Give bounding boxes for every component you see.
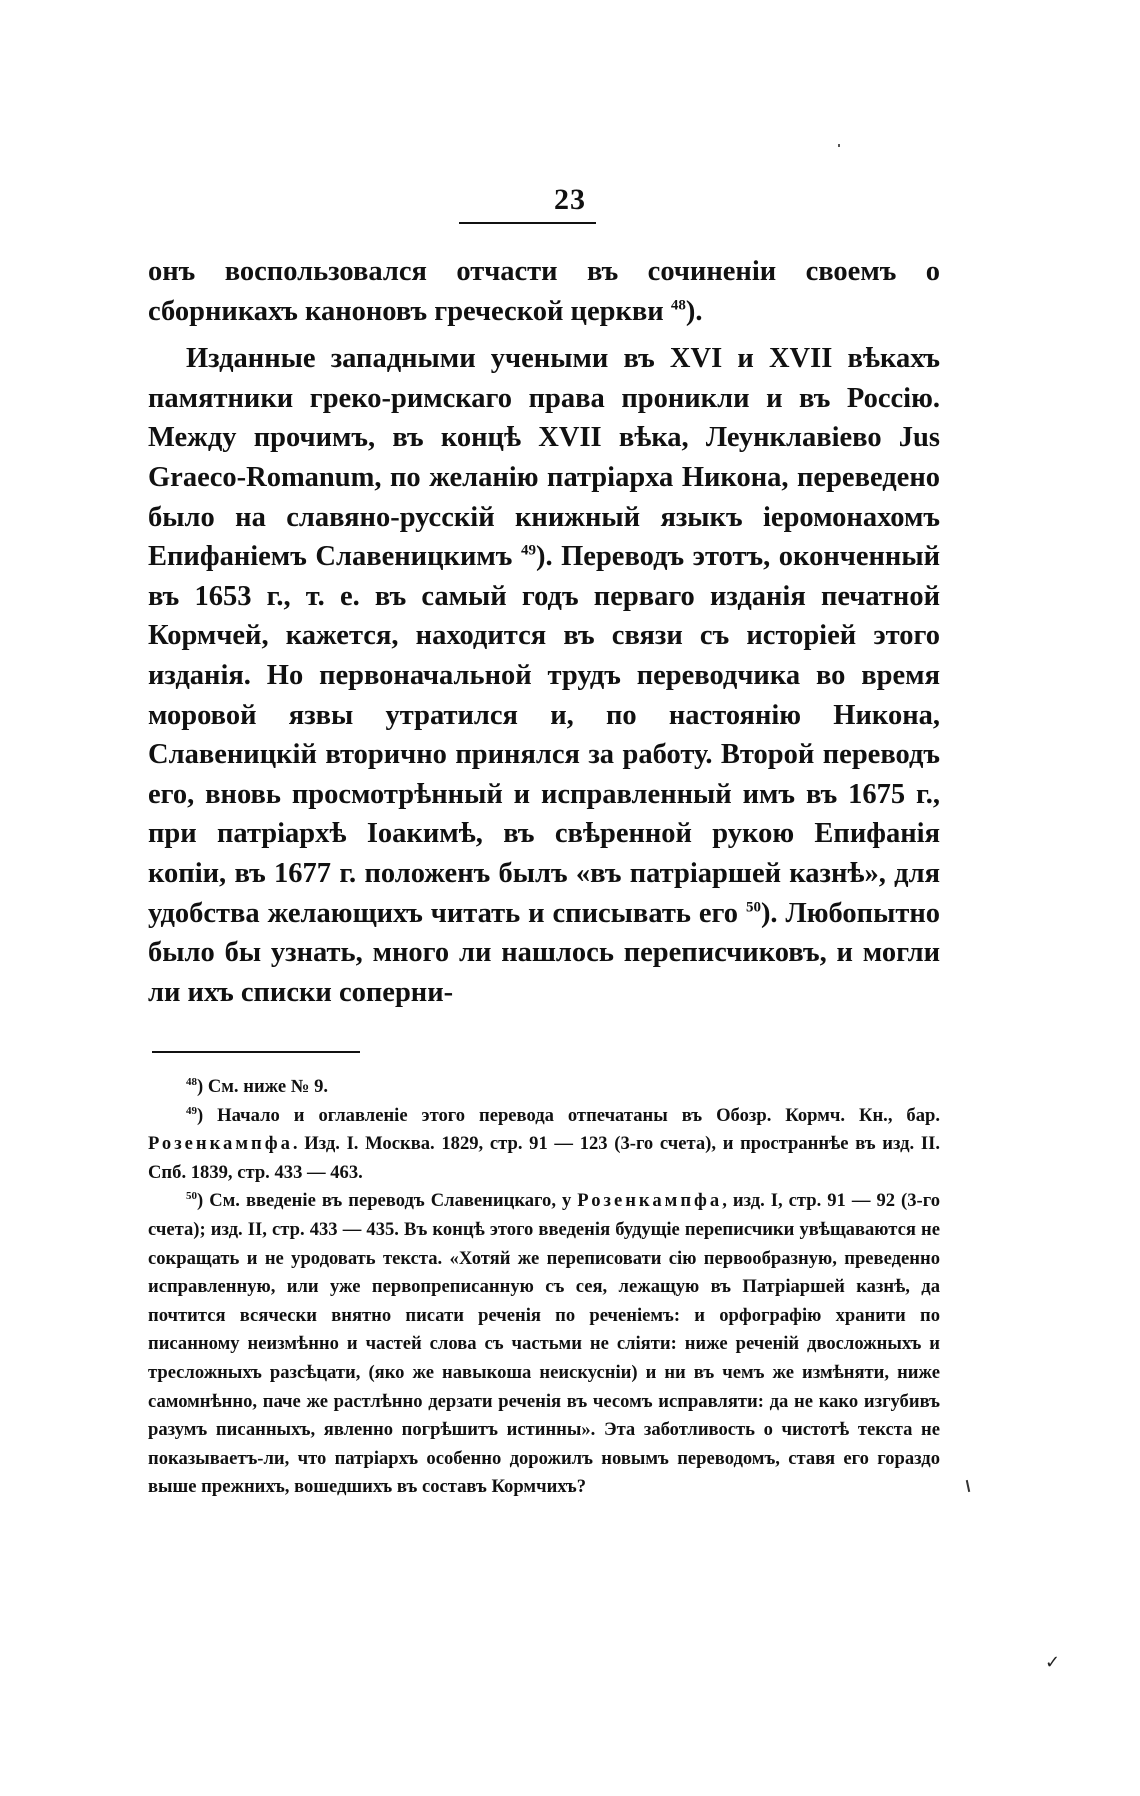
page-number: 23 bbox=[554, 183, 586, 216]
stray-ink-mark-corner: ✓ bbox=[1045, 1652, 1061, 1673]
paragraph-continuation-end: ). bbox=[685, 295, 703, 327]
main-text bbox=[148, 252, 940, 1012]
footnote-48 bbox=[148, 1073, 940, 1102]
paragraph-continuation bbox=[148, 252, 940, 331]
paragraph-translation-part-c: ). Любопытно было бы узнать, много ли нашлось переписчиковъ, и могли ли ихъ списки соперни- bbox=[148, 897, 940, 1008]
stray-ink-dot bbox=[838, 144, 840, 147]
footnote-49-mark: 49 bbox=[186, 1104, 197, 1117]
footnote-ref-49: 49 bbox=[520, 542, 536, 559]
footnote-ref-48: 48 bbox=[670, 297, 686, 314]
footnote-50-text-b: , изд. I, стр. 91 — 92 (3-го счета); изд. II, стр. 433 — 435. Въ концѣ этого введенія будущіе переписчики увѣщаваются не сокращать и не уродовать текста. «Хотяй же переписовати сію первообразную, преведенно исправленную, или уже первопреписанную съ сея, лежащую въ Патріаршей казнѣ, да почтится всячески внятно писати реченія по реченіемъ: и орфографію хранити по писанному неизмѣнно и частей слова съ частьми не сліяти: ниже реченій двосложныхъ и тресложныхъ разсѣцати, (яко же навыкоша неискусніи) и ни въ чемъ же измѣняти, ниже самомнѣнно, паче же растлѣнно дерзати реченія въ чесомъ исправляти: да не како изгубивъ разумъ писанныхъ, явленно погрѣшитъ истинны». Эта заботливость о чистотѣ текста не показываетъ-ли, что патріархъ особенно дорожилъ новымъ переводомъ, ставя его гораздо выше прежнихъ, вошедшихъ въ составъ Кормчихъ? bbox=[148, 1190, 940, 1498]
footnote-49-text-b: . Изд. I. Москва. 1829, стр. 91 — 123 (3-го счета), и пространнѣе въ изд. II. Спб. 1839, стр. 433 — 463. bbox=[148, 1133, 940, 1183]
header-rule bbox=[459, 222, 596, 224]
paragraph-translation bbox=[148, 339, 940, 1012]
stray-ink-mark bbox=[966, 1480, 970, 1492]
footnote-48-mark: 48 bbox=[186, 1075, 197, 1088]
footnotes bbox=[148, 1073, 940, 1502]
footnote-49-name: Розенкампфа bbox=[148, 1133, 293, 1155]
paragraph-translation-part-a: Изданные западными учеными въ XVI и XVII вѣкахъ памятники греко-римскаго права проникли и въ Россію. Между прочимъ, въ концѣ XVII вѣка, Леунклавіево Jus Graeco-Romanum, по желанію патріарха Никона, переведено было на славяно-русскій книжный языкъ іеромонахомъ Епифаніемъ Славеницкимъ bbox=[148, 343, 940, 573]
footnote-rule bbox=[152, 1051, 360, 1053]
footnote-50-mark: 50 bbox=[186, 1190, 197, 1203]
footnote-50-name: Розенкампфа bbox=[577, 1190, 723, 1212]
paragraph-continuation-text: онъ воспользовался отчасти въ сочиненіи своемъ о сборникахъ каноновъ греческой церкви bbox=[148, 256, 940, 327]
footnote-48-text: ) См. ниже № 9. bbox=[197, 1076, 329, 1097]
footnote-50 bbox=[148, 1187, 940, 1502]
footnote-50-text-a: ) См. введеніе въ переводъ Славеницкаго, у bbox=[197, 1190, 572, 1212]
paragraph-translation-part-b: ). Переводъ этотъ, оконченный въ 1653 г., т. е. въ самый годъ перваго изданія печатной Кормчей, кажется, находится въ связи съ исторіей этого изданія. Но первоначальной трудъ переводчика во время моровой язвы утратился и, по настоянію Никона, Славеницкій вторично принялся за работу. Второй переводъ его, вновь просмотрѣнный и исправленный имъ въ 1675 г., при патріархѣ Іоакимѣ, въ свѣренной рукою Епифанія копіи, въ 1677 г. положенъ былъ «въ патріаршей казнѣ», для удобства желающихъ читать и списывать его bbox=[148, 541, 940, 929]
footnote-ref-50: 50 bbox=[745, 899, 761, 915]
footnote-49-text-a: ) Начало и оглавленіе этого перевода отпечатаны въ Обозр. Кормч. Кн., бар. bbox=[197, 1104, 940, 1126]
footnote-49 bbox=[148, 1102, 940, 1188]
